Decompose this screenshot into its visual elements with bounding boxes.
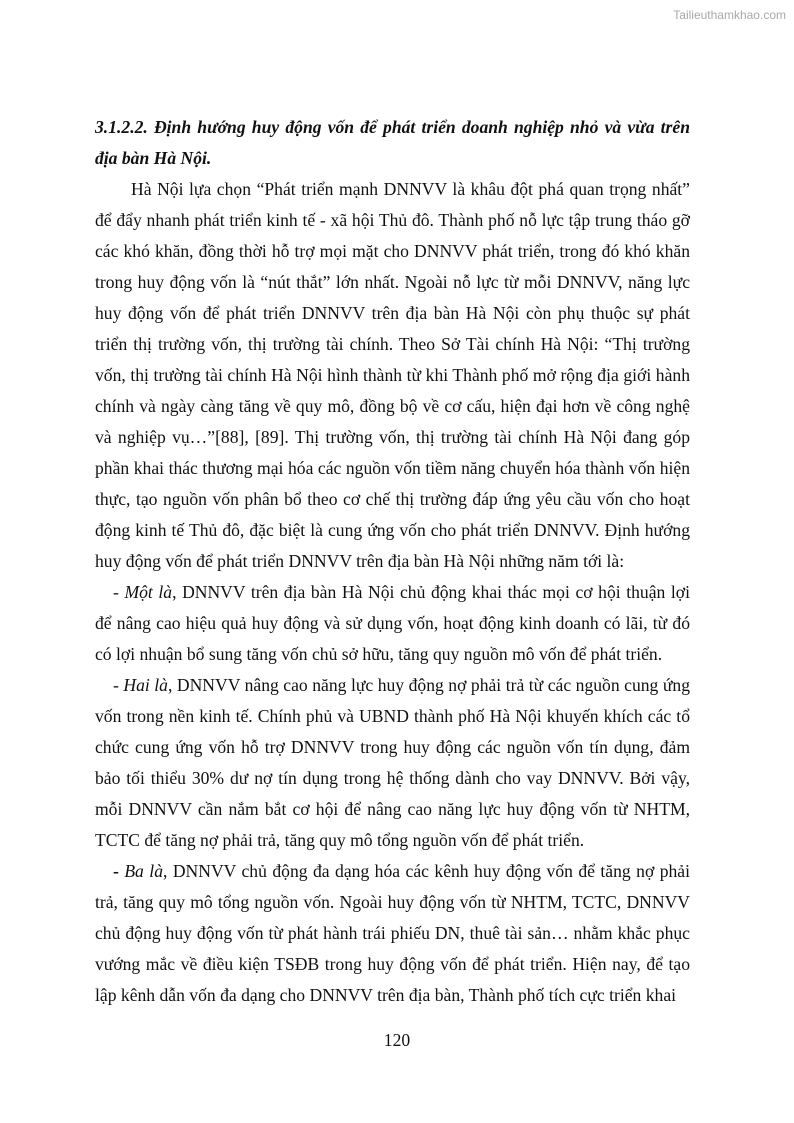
document-body — [95, 112, 690, 1011]
list-item-dash: - — [113, 582, 125, 602]
intro-paragraph: Hà Nội lựa chọn “Phát triển mạnh DNNVV là khâu đột phá quan trọng nhất” để đẩy nhanh phát triển kinh tế - xã hội Thủ đô. Thành phố nỗ lực tập trung tháo gỡ các khó khăn, đồng thời hỗ trợ mọi mặt cho DNNVV phát triển, trong đó khó khăn trong huy động vốn là “nút thắt” lớn nhất. Ngoài nỗ lực từ mỗi DNNVV, năng lực huy động vốn để phát triển DNNVV trên địa bàn Hà Nội còn phụ thuộc sự phát triển thị trường vốn, thị trường tài chính. Theo Sở Tài chính Hà Nội: “Thị trường vốn, thị trường tài chính Hà Nội hình thành từ khi Thành phố mở rộng địa giới hành chính và ngày càng tăng về quy mô, đồng bộ về cơ cấu, hiện đại hơn về công nghệ và nghiệp vụ…”[88], [89]. Thị trường vốn, thị trường tài chính Hà Nội đang góp phần khai thác thương mại hóa các nguồn vốn tiềm năng chuyển hóa thành vốn hiện thực, tạo nguồn vốn phân bổ theo cơ chế thị trường đáp ứng yêu cầu vốn cho hoạt động kinh tế Thủ đô, đặc biệt là cung ứng vốn cho phát triển DNNVV. Định hướng huy động vốn để phát triển DNNVV trên địa bàn Hà Nội những năm tới là: — [95, 179, 690, 571]
watermark-text: Tailieuthamkhao.com — [673, 8, 786, 22]
section-heading: 3.1.2.2. Định hướng huy động vốn để phát triển doanh nghiệp nhỏ và vừa trên địa bàn Hà Nội. — [95, 117, 690, 168]
list-item-2 — [95, 670, 690, 856]
list-item-text: , DNNVV nâng cao năng lực huy động nợ phải trả từ các nguồn cung ứng vốn trong nền kinh tế. Chính phủ và UBND thành phố Hà Nội khuyến khích các tổ chức cung ứng vốn hỗ trợ DNNVV trong huy động các nguồn vốn tín dụng, đảm bảo tối thiểu 30% dư nợ tín dụng trong hệ thống dành cho vay DNNVV. Bởi vậy, mỗi DNNVV cần nắm bắt cơ hội để nâng cao năng lực huy động vốn từ NHTM, TCTC để tăng nợ phải trả, tăng quy mô tổng nguồn vốn để phát triển. — [95, 675, 690, 850]
list-item-1 — [95, 577, 690, 670]
page-number: 120 — [383, 1030, 411, 1050]
list-item-text: , DNNVV trên địa bàn Hà Nội chủ động khai thác mọi cơ hội thuận lợi để nâng cao hiệu quả huy động và sử dụng vốn, hoạt động kinh doanh có lãi, từ đó có lợi nhuận bổ sung tăng vốn chủ sở hữu, tăng quy nguồn mô vốn để phát triển. — [95, 582, 690, 664]
list-item-lead: Một là — [124, 582, 173, 602]
list-item-text: , DNNVV chủ động đa dạng hóa các kênh huy động vốn để tăng nợ phải trả, tăng quy mô tổng nguồn vốn. Ngoài huy động vốn từ NHTM, TCTC, DNNVV chủ động huy động vốn từ phát hành trái phiếu DN, thuê tài sản… nhằm khắc phục vướng mắc về điều kiện TSĐB trong huy động vốn để phát triển. Hiện nay, để tạo lập kênh dẫn vốn đa dạng cho DNNVV trên địa bàn, Thành phố tích cực triển khai — [95, 861, 690, 1005]
list-item-dash: - — [113, 861, 125, 881]
list-item-lead: Hai là — [123, 675, 168, 695]
list-item-3 — [95, 856, 690, 1011]
list-item-dash: - — [113, 675, 124, 695]
list-item-lead: Ba là — [124, 861, 163, 881]
